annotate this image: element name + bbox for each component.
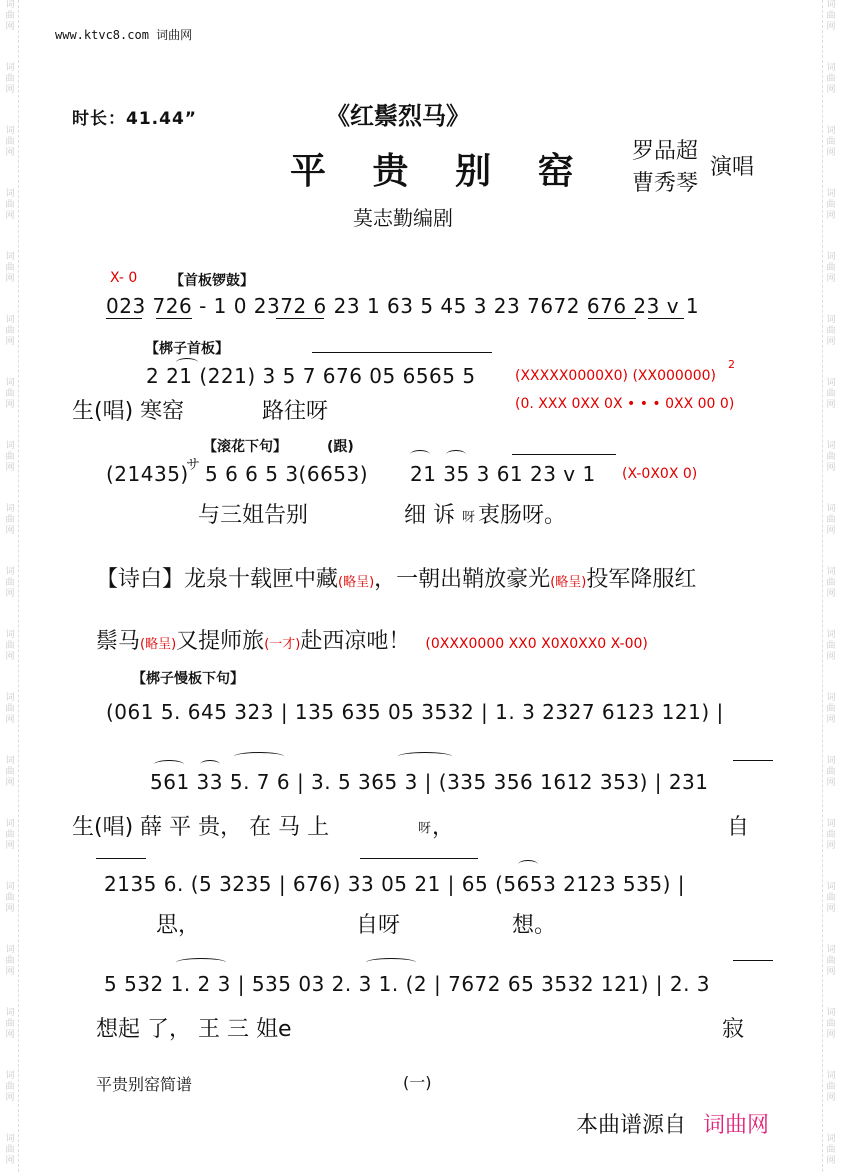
watermark-glyph: 词 曲 网 bbox=[5, 1134, 15, 1166]
watermark-glyph: 词 曲 网 bbox=[5, 567, 15, 599]
watermark-glyph: 词 曲 网 bbox=[5, 315, 15, 347]
lyric-line-7-end: 寂 bbox=[722, 1017, 745, 1042]
tie-mark bbox=[733, 960, 773, 961]
verse-line-1 bbox=[96, 562, 696, 593]
beam-mark bbox=[106, 318, 142, 319]
watermark-glyph: 词 曲 网 bbox=[5, 189, 15, 221]
watermark-glyph: 词 曲 网 bbox=[5, 756, 15, 788]
sing-label: 演唱 bbox=[710, 155, 755, 180]
tie-mark bbox=[312, 352, 492, 353]
right-watermark-strip bbox=[822, 0, 839, 1172]
watermark-glyph: 词 曲 网 bbox=[5, 441, 15, 473]
watermark-glyph: 词 曲 网 bbox=[826, 315, 836, 347]
editor-credit: 莫志勤编剧 bbox=[353, 206, 453, 230]
percussion-marks: X- 0 bbox=[110, 270, 138, 286]
superscript-mark: 2 bbox=[728, 358, 735, 371]
lyric-line-5-small: 呀 bbox=[418, 821, 432, 836]
section-label-shouban: 【首板锣鼓】 bbox=[170, 273, 254, 289]
verse-2-cue-b: (一才) bbox=[264, 637, 301, 652]
lyric-line-6a: 思， bbox=[156, 913, 201, 938]
lyric-line-6b: 自呀 bbox=[356, 913, 401, 938]
notation-line-4: (061 5. 645 323 | 135 635 05 3532 | 1. 3 2327 6123 121) | bbox=[106, 700, 724, 724]
slur-mark bbox=[410, 450, 430, 459]
watermark-glyph: 词 曲 网 bbox=[5, 378, 15, 410]
watermark-glyph: 词 曲 网 bbox=[5, 630, 15, 662]
lyric-line-3c: 衷肠呀。 bbox=[478, 503, 567, 528]
watermark-glyph: 词 曲 网 bbox=[826, 441, 836, 473]
lyric-line-5-punct: ， bbox=[432, 815, 455, 840]
watermark-glyph: 词 曲 网 bbox=[826, 378, 836, 410]
percussion-marks-5: (0XXX0000 XX0 X0X0XX0 X-00) bbox=[425, 636, 648, 652]
lyric-line-3b: 细 诉 bbox=[404, 503, 455, 528]
verse-2-part-b: 又提师旅 bbox=[176, 629, 265, 654]
section-label-gunhua: 【滚花下句】 bbox=[203, 439, 287, 455]
watermark-glyph: 词 曲 网 bbox=[5, 945, 15, 977]
slur-mark bbox=[154, 760, 184, 769]
slur-mark bbox=[398, 752, 452, 761]
notation-line-5: 561 33 5. 7 6 | 3. 5 365 3 | (335 356 1612 353) | 231 bbox=[150, 770, 709, 794]
watermark-glyph: 词 曲 网 bbox=[826, 567, 836, 599]
watermark-glyph: 词 曲 网 bbox=[826, 945, 836, 977]
section-label-bangzi: 【梆子首板】 bbox=[145, 341, 229, 357]
left-watermark-strip bbox=[2, 0, 19, 1172]
watermark-glyph: 词 曲 网 bbox=[5, 882, 15, 914]
watermark-glyph: 词 曲 网 bbox=[826, 1071, 836, 1103]
watermark-glyph: 词 曲 网 bbox=[826, 693, 836, 725]
slur-mark bbox=[366, 958, 416, 967]
lyric-line-2a: 生(唱) 寒窑 bbox=[72, 399, 185, 424]
watermark-glyph: 词 曲 网 bbox=[826, 63, 836, 95]
notation-line-2: 2 21 (221) 3 5 7 676 05 6565 5 bbox=[146, 364, 476, 388]
site-url[interactable]: www.ktvc8.com 词曲网 bbox=[55, 28, 193, 42]
verse-1-part-a: 【诗白】龙泉十载匣中藏 bbox=[96, 567, 339, 592]
tie-mark bbox=[512, 454, 616, 455]
tie-mark bbox=[360, 858, 478, 859]
verse-1-cue-a: (略呈) bbox=[338, 575, 375, 590]
source-site-link[interactable]: 词曲网 bbox=[703, 1113, 770, 1138]
beam-mark bbox=[156, 318, 192, 319]
percussion-marks-2: (XXXXX0000X0) (XX000000) bbox=[515, 368, 717, 384]
verse-2-cue-a: (略呈) bbox=[140, 637, 177, 652]
percussion-marks-4: (X-0X0X 0) bbox=[622, 466, 698, 482]
notation-line-7: 5 532 1. 2 3 | 535 03 2. 3 1. (2 | 7672 65 3532 121) | 2. 3 bbox=[104, 972, 711, 996]
lyric-line-7: 想起 了， 王 三 姐e bbox=[96, 1017, 292, 1042]
watermark-glyph: 词 曲 网 bbox=[5, 252, 15, 284]
lyric-line-3a: 与三姐告别 bbox=[198, 503, 309, 528]
notation-line-1: 023 726 - 1 0 2372 6 23 1 63 5 45 3 23 7672 676 23 v 1 bbox=[106, 294, 700, 318]
watermark-glyph: 词 曲 网 bbox=[826, 1134, 836, 1166]
verse-2-part-a: 鬃马 bbox=[96, 629, 141, 654]
watermark-glyph: 词 曲 网 bbox=[826, 1008, 836, 1040]
verse-2-part-c: 赴西凉吔！ bbox=[300, 629, 411, 654]
watermark-glyph: 词 曲 网 bbox=[826, 504, 836, 536]
lyric-line-5-end: 自 bbox=[727, 815, 750, 840]
watermark-glyph: 词 曲 网 bbox=[5, 1071, 15, 1103]
watermark-glyph: 词 曲 网 bbox=[5, 126, 15, 158]
lyric-line-2b: 路往呀 bbox=[262, 399, 329, 424]
slur-mark bbox=[234, 752, 284, 761]
verse-1-cue-b: (略呈) bbox=[550, 575, 587, 590]
opera-title: 《红鬃烈马》 bbox=[326, 101, 470, 130]
verse-1-part-c: 投军降服红 bbox=[586, 567, 697, 592]
watermark-glyph: 词 曲 网 bbox=[826, 126, 836, 158]
song-title: 平 贵 别 窑 bbox=[290, 150, 591, 192]
source-credit bbox=[576, 1108, 769, 1139]
verse-1-part-b: ，一朝出鞘放豪光 bbox=[374, 567, 551, 592]
source-text: 本曲谱源自 bbox=[576, 1113, 687, 1138]
watermark-glyph: 词 曲 网 bbox=[5, 0, 15, 32]
percussion-marks-3: (0. XXX 0XX 0X • • • 0XX 00 0) bbox=[515, 396, 735, 412]
watermark-glyph: 词 曲 网 bbox=[826, 630, 836, 662]
verse-line-2 bbox=[96, 624, 648, 655]
watermark-glyph: 词 曲 网 bbox=[826, 0, 836, 32]
beam-mark bbox=[648, 318, 684, 319]
notation-line-6: 2135 6. (5 3235 | 676) 33 05 21 | 65 (5653 2123 535) | bbox=[104, 872, 685, 896]
lyric-line-6c: 想。 bbox=[512, 913, 557, 938]
notation-line-3b: 5 6 6 5 3(6653) bbox=[205, 462, 369, 486]
watermark-glyph: 词 曲 网 bbox=[5, 819, 15, 851]
section-label-manban: 【梆子慢板下句】 bbox=[132, 671, 244, 687]
watermark-glyph: 词 曲 网 bbox=[5, 693, 15, 725]
sanban-mark: サ bbox=[186, 457, 200, 473]
notation-line-3a: (21435) bbox=[106, 462, 189, 486]
watermark-glyph: 词 曲 网 bbox=[5, 504, 15, 536]
beam-mark bbox=[588, 318, 636, 319]
watermark-glyph: 词 曲 网 bbox=[826, 756, 836, 788]
footer-label: 平贵别窑简谱 bbox=[96, 1075, 193, 1094]
page-number: (一) bbox=[403, 1073, 432, 1092]
watermark-glyph: 词 曲 网 bbox=[5, 1008, 15, 1040]
slur-mark bbox=[176, 958, 226, 967]
duration-label: 时长：41.44” bbox=[72, 109, 197, 129]
section-label-gen: (跟) bbox=[327, 439, 354, 455]
slur-mark bbox=[200, 760, 220, 769]
watermark-glyph: 词 曲 网 bbox=[826, 882, 836, 914]
watermark-glyph: 词 曲 网 bbox=[826, 819, 836, 851]
singer-name-1: 罗品超 bbox=[632, 139, 699, 164]
tie-mark bbox=[96, 858, 146, 859]
lyric-line-3b-small: 呀 bbox=[462, 510, 476, 525]
watermark-glyph: 词 曲 网 bbox=[826, 252, 836, 284]
tie-mark bbox=[733, 760, 773, 761]
beam-mark bbox=[276, 318, 324, 319]
slur-mark bbox=[446, 450, 466, 459]
slur-mark bbox=[518, 860, 538, 869]
notation-line-3c: 21 35 3 61 23 v 1 bbox=[410, 462, 596, 486]
watermark-glyph: 词 曲 网 bbox=[5, 63, 15, 95]
lyric-line-5: 生(唱) 薛 平 贵， 在 马 上 bbox=[72, 815, 330, 840]
watermark-glyph: 词 曲 网 bbox=[826, 189, 836, 221]
singer-name-2: 曹秀琴 bbox=[632, 171, 699, 196]
